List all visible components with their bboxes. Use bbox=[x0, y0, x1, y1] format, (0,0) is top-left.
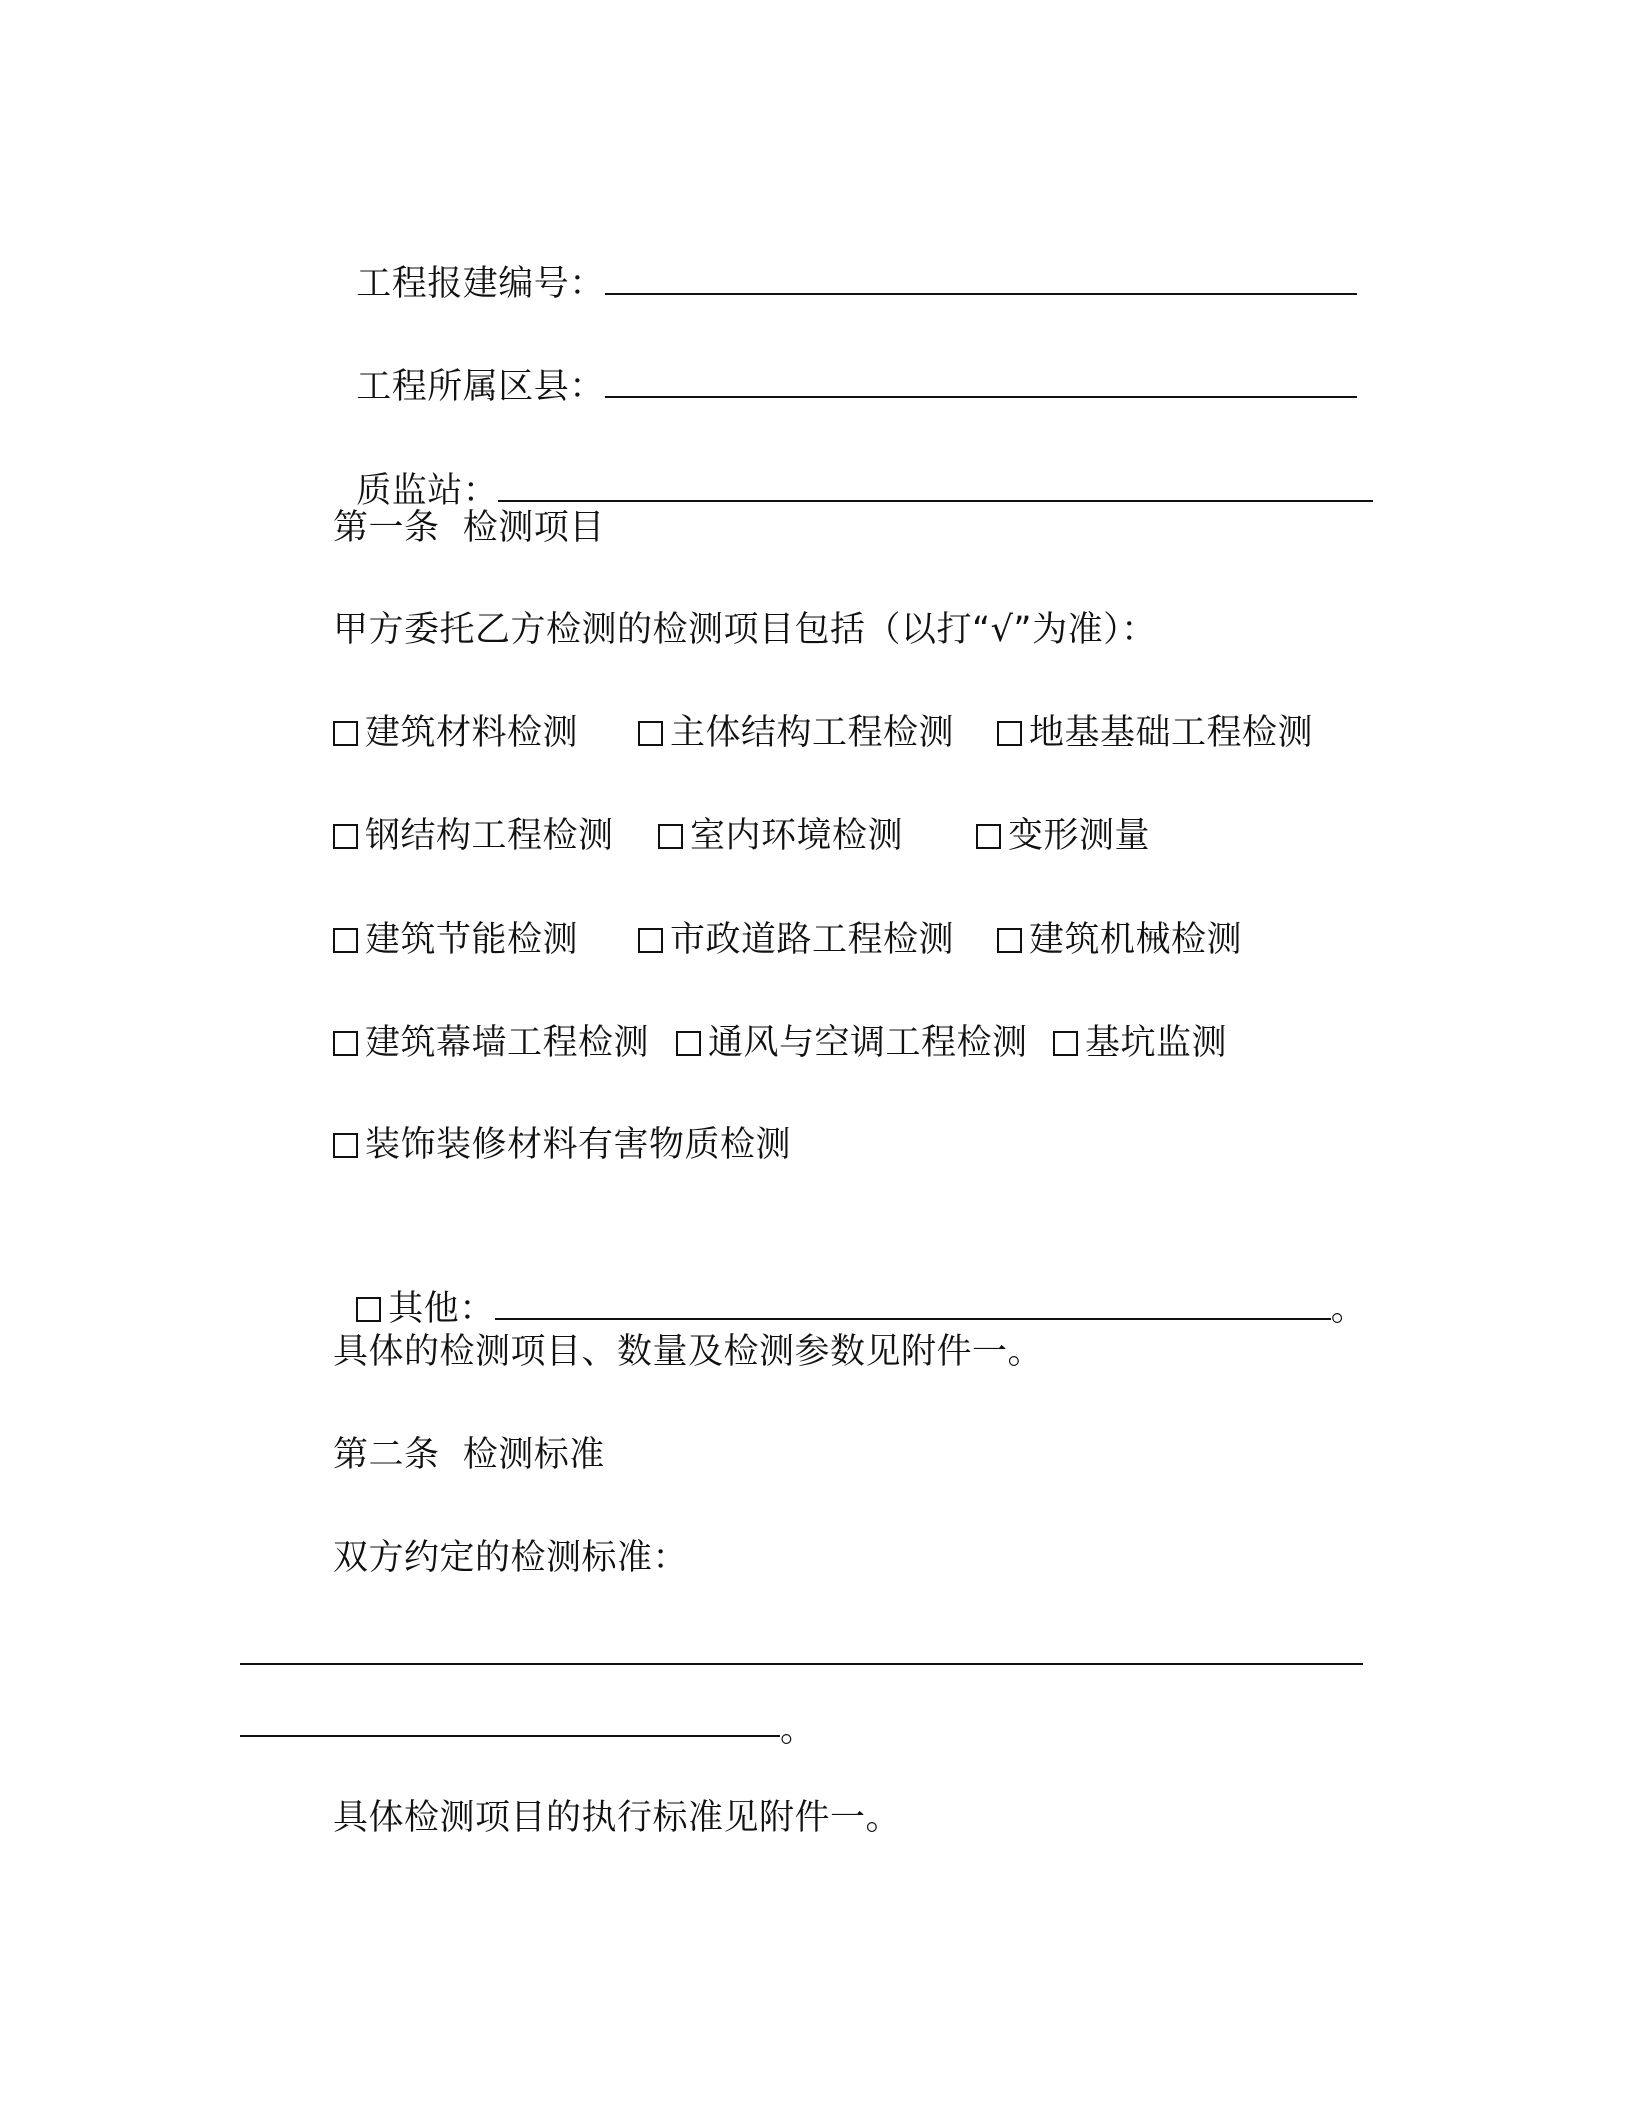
checkbox-icon[interactable] bbox=[333, 928, 358, 953]
checkbox-item[interactable]: 基坑监测 bbox=[1053, 1013, 1227, 1073]
checkbox-icon[interactable] bbox=[333, 824, 358, 849]
other-label: 其他： bbox=[388, 1289, 495, 1329]
checkbox-row-1 bbox=[333, 703, 1632, 763]
checkbox-row-3 bbox=[333, 910, 1632, 970]
station-label: 质监站： bbox=[356, 471, 499, 511]
article1-detail-note: 具体的检测项目、数量及检测参数见附件一。 bbox=[333, 1332, 1044, 1372]
checkbox-row-4 bbox=[333, 1013, 1632, 1073]
article2-intro: 双方约定的检测标准： bbox=[333, 1538, 689, 1578]
station-row bbox=[333, 400, 1632, 511]
other-blank[interactable] bbox=[495, 1278, 1331, 1320]
report-no-blank[interactable] bbox=[605, 253, 1357, 295]
checkbox-item[interactable]: 建筑机械检测 bbox=[997, 910, 1242, 970]
checkbox-icon[interactable] bbox=[333, 721, 358, 746]
checkbox-item[interactable]: 主体结构工程检测 bbox=[638, 703, 954, 763]
checkbox-item[interactable]: 建筑节能检测 bbox=[333, 910, 578, 970]
checkbox-icon[interactable] bbox=[676, 1031, 701, 1056]
report-no-label: 工程报建编号： bbox=[356, 264, 605, 304]
standards-blank-line-1[interactable] bbox=[240, 1663, 1363, 1665]
checkbox-icon[interactable] bbox=[356, 1297, 381, 1322]
station-blank[interactable] bbox=[498, 460, 1373, 502]
checkbox-icon[interactable] bbox=[997, 721, 1022, 746]
checkbox-item[interactable]: 室内环境检测 bbox=[658, 806, 903, 866]
checkbox-item[interactable]: 钢结构工程检测 bbox=[333, 806, 614, 866]
checkbox-item[interactable]: 建筑材料检测 bbox=[333, 703, 578, 763]
checkbox-icon[interactable] bbox=[638, 721, 663, 746]
report-no-row bbox=[333, 193, 1632, 304]
checkbox-item[interactable]: 装饰装修材料有害物质检测 bbox=[333, 1115, 791, 1175]
article1-title: 第一条 检测项目 bbox=[333, 508, 605, 548]
other-period: 。 bbox=[1330, 1289, 1367, 1329]
checkbox-icon[interactable] bbox=[333, 1031, 358, 1056]
checkbox-row-2 bbox=[333, 806, 1632, 866]
checkbox-item[interactable]: 通风与空调工程检测 bbox=[676, 1013, 1028, 1073]
checkbox-icon[interactable] bbox=[638, 928, 663, 953]
standards-blank-line-2[interactable] bbox=[240, 1735, 780, 1737]
checkbox-icon[interactable] bbox=[658, 824, 683, 849]
article2-title: 第二条 检测标准 bbox=[333, 1435, 605, 1475]
checkbox-icon[interactable] bbox=[1053, 1031, 1078, 1056]
checkbox-item[interactable]: 建筑幕墙工程检测 bbox=[333, 1013, 649, 1073]
checkbox-item[interactable]: 市政道路工程检测 bbox=[638, 910, 954, 970]
checkbox-icon[interactable] bbox=[976, 824, 1001, 849]
district-row bbox=[333, 296, 1632, 407]
district-blank[interactable] bbox=[605, 356, 1357, 398]
district-label: 工程所属区县： bbox=[356, 367, 605, 407]
checkbox-item[interactable]: 变形测量 bbox=[976, 806, 1150, 866]
other-row bbox=[333, 1218, 1632, 1329]
checkbox-row-5 bbox=[333, 1115, 1632, 1175]
article1-intro: 甲方委托乙方检测的检测项目包括（以打“√”为准）： bbox=[333, 610, 1157, 650]
checkbox-icon[interactable] bbox=[997, 928, 1022, 953]
standards-period: 。 bbox=[780, 1710, 816, 1750]
article2-detail-note: 具体检测项目的执行标准见附件一。 bbox=[333, 1798, 902, 1838]
checkbox-icon[interactable] bbox=[333, 1133, 358, 1158]
checkbox-item[interactable]: 地基基础工程检测 bbox=[997, 703, 1313, 763]
